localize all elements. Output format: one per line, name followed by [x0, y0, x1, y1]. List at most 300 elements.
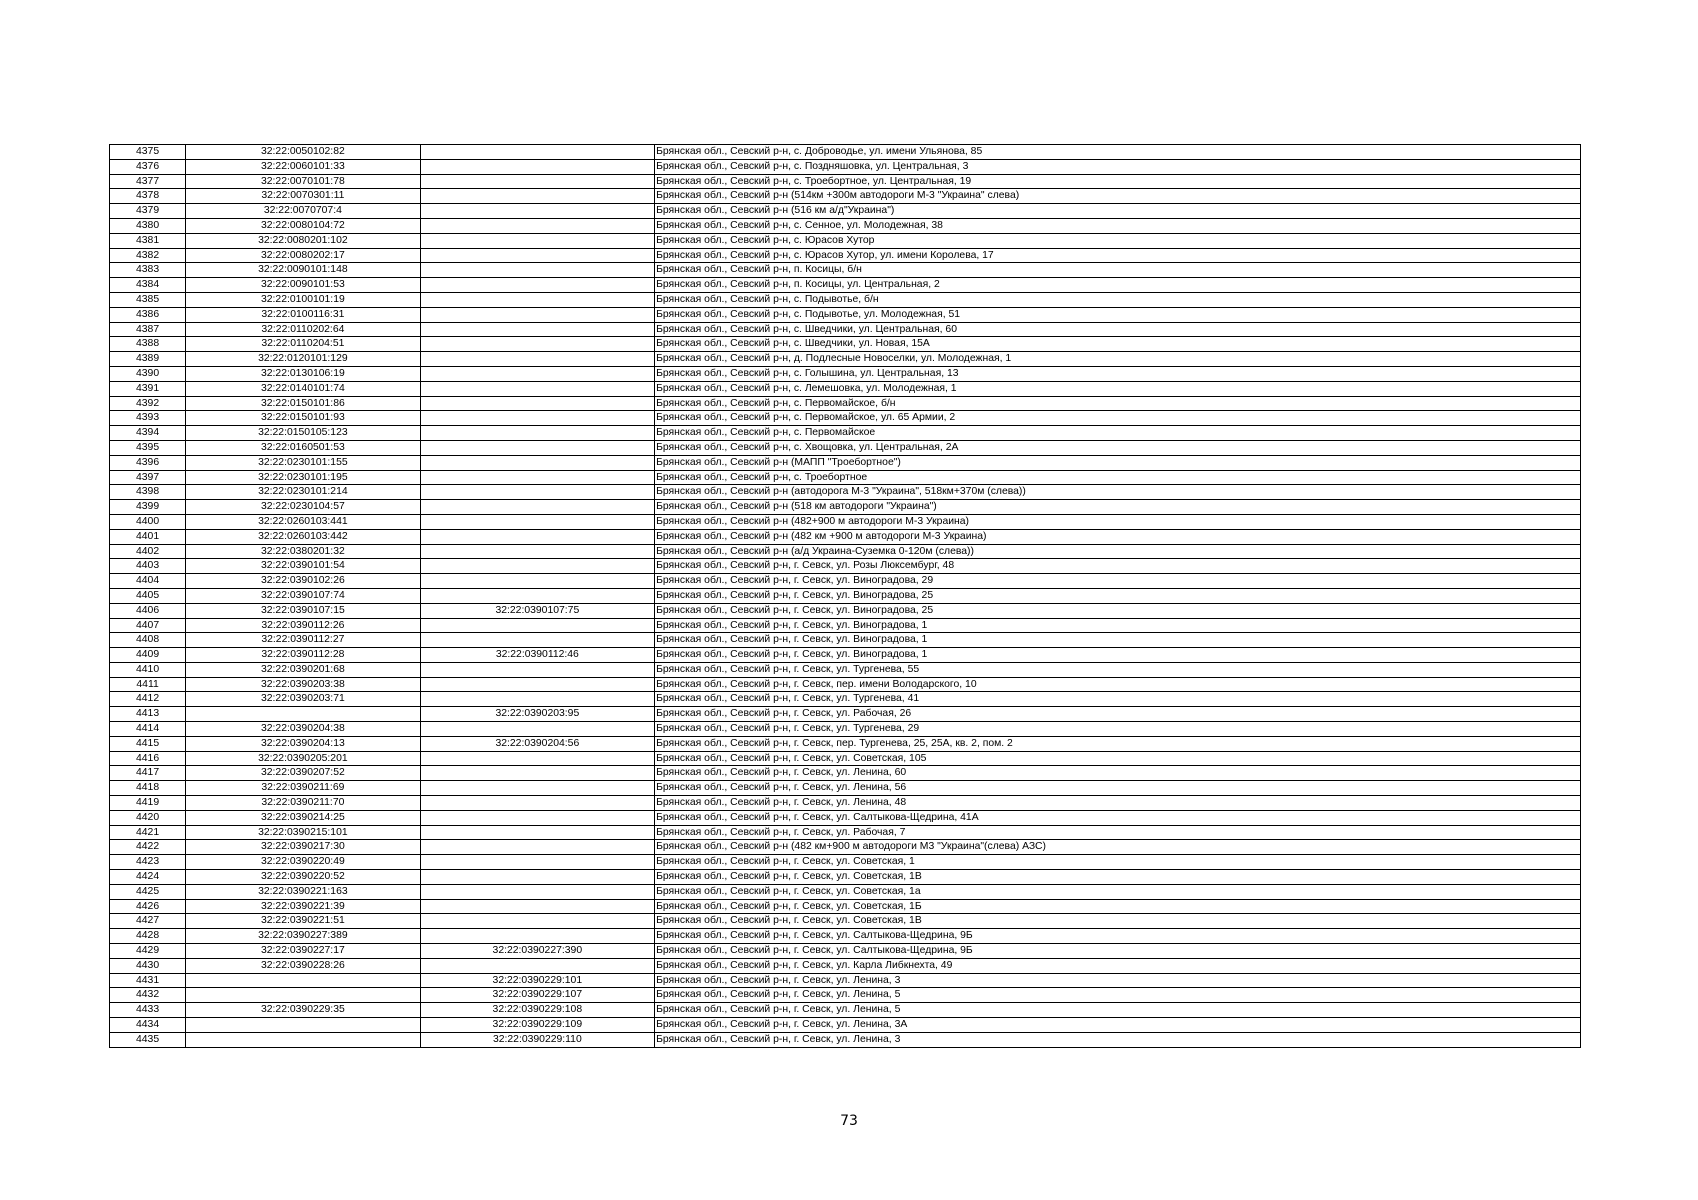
row-number-cell: 4377 — [110, 174, 186, 189]
address-cell: Брянская обл., Севский р-н (514км +300м автодороги М-3 "Украина" слева) — [655, 189, 1581, 204]
table-row — [110, 722, 1581, 737]
related-cadastral-number-cell: 32:22:0390229:110 — [420, 1032, 654, 1047]
address-cell: Брянская обл., Севский р-н (МАПП "Троебортное") — [655, 455, 1581, 470]
cadastral-number-cell: 32:22:0390221:163 — [186, 884, 420, 899]
row-number-cell: 4409 — [110, 648, 186, 663]
cadastral-number-cell — [186, 1032, 420, 1047]
cadastral-number-cell: 32:22:0390203:71 — [186, 692, 420, 707]
cadastral-number-cell: 32:22:0060101:33 — [186, 159, 420, 174]
row-number-cell: 4386 — [110, 307, 186, 322]
cadastral-number-cell: 32:22:0390204:13 — [186, 736, 420, 751]
table-row — [110, 263, 1581, 278]
cadastral-number-cell: 32:22:0230104:57 — [186, 500, 420, 515]
related-cadastral-number-cell — [420, 825, 654, 840]
table-row — [110, 958, 1581, 973]
table-row — [110, 1018, 1581, 1033]
row-number-cell: 4381 — [110, 233, 186, 248]
address-cell: Брянская обл., Севский р-н, г. Севск, ул. Виноградова, 1 — [655, 618, 1581, 633]
related-cadastral-number-cell — [420, 411, 654, 426]
row-number-cell: 4408 — [110, 633, 186, 648]
address-cell: Брянская обл., Севский р-н, г. Севск, пер. Тургенева, 25, 25А, кв. 2, пом. 2 — [655, 736, 1581, 751]
row-number-cell: 4387 — [110, 322, 186, 337]
row-number-cell: 4416 — [110, 751, 186, 766]
related-cadastral-number-cell — [420, 292, 654, 307]
table-row — [110, 648, 1581, 663]
related-cadastral-number-cell — [420, 855, 654, 870]
row-number-cell: 4427 — [110, 914, 186, 929]
address-cell: Брянская обл., Севский р-н, г. Севск, ул. Тургенева, 29 — [655, 722, 1581, 737]
table-row — [110, 914, 1581, 929]
address-cell: Брянская обл., Севский р-н, с. Юрасов Хутор — [655, 233, 1581, 248]
related-cadastral-number-cell: 32:22:0390229:107 — [420, 988, 654, 1003]
table-row — [110, 440, 1581, 455]
related-cadastral-number-cell: 32:22:0390112:46 — [420, 648, 654, 663]
table-body — [110, 145, 1581, 1048]
table-row — [110, 307, 1581, 322]
table-row — [110, 366, 1581, 381]
related-cadastral-number-cell — [420, 884, 654, 899]
cadastral-number-cell — [186, 707, 420, 722]
row-number-cell: 4403 — [110, 559, 186, 574]
related-cadastral-number-cell — [420, 914, 654, 929]
related-cadastral-number-cell: 32:22:0390229:108 — [420, 1003, 654, 1018]
cadastral-number-cell: 32:22:0390211:70 — [186, 796, 420, 811]
cadastral-number-cell: 32:22:0110204:51 — [186, 337, 420, 352]
address-cell: Брянская обл., Севский р-н, г. Севск, ул. Карла Либкнехта, 49 — [655, 958, 1581, 973]
cadastral-number-cell: 32:22:0390101:54 — [186, 559, 420, 574]
related-cadastral-number-cell — [420, 766, 654, 781]
cadastral-number-cell: 32:22:0230101:195 — [186, 470, 420, 485]
row-number-cell: 4424 — [110, 870, 186, 885]
related-cadastral-number-cell — [420, 263, 654, 278]
cadastral-number-cell: 32:22:0390201:68 — [186, 662, 420, 677]
cadastral-number-cell: 32:22:0390217:30 — [186, 840, 420, 855]
address-cell: Брянская обл., Севский р-н, г. Севск, пер. имени Володарского, 10 — [655, 677, 1581, 692]
row-number-cell: 4397 — [110, 470, 186, 485]
related-cadastral-number-cell: 32:22:0390229:101 — [420, 973, 654, 988]
row-number-cell: 4380 — [110, 218, 186, 233]
address-cell: Брянская обл., Севский р-н, г. Севск, ул. Тургенева, 55 — [655, 662, 1581, 677]
row-number-cell: 4415 — [110, 736, 186, 751]
table-row — [110, 411, 1581, 426]
table-row — [110, 559, 1581, 574]
address-cell: Брянская обл., Севский р-н, г. Севск, ул. Салтыкова-Щедрина, 41А — [655, 810, 1581, 825]
address-cell: Брянская обл., Севский р-н, п. Косицы, ул. Центральная, 2 — [655, 278, 1581, 293]
related-cadastral-number-cell — [420, 722, 654, 737]
row-number-cell: 4392 — [110, 396, 186, 411]
table-row — [110, 840, 1581, 855]
table-row — [110, 189, 1581, 204]
related-cadastral-number-cell — [420, 352, 654, 367]
cadastral-number-cell: 32:22:0390205:201 — [186, 751, 420, 766]
table-row — [110, 574, 1581, 589]
row-number-cell: 4413 — [110, 707, 186, 722]
row-number-cell: 4414 — [110, 722, 186, 737]
table-row — [110, 159, 1581, 174]
cadastral-number-cell: 32:22:0050102:82 — [186, 145, 420, 160]
table-row — [110, 292, 1581, 307]
cadastral-number-cell: 32:22:0080202:17 — [186, 248, 420, 263]
table-row — [110, 692, 1581, 707]
related-cadastral-number-cell — [420, 781, 654, 796]
table-row — [110, 248, 1581, 263]
cadastral-number-cell: 32:22:0390227:389 — [186, 929, 420, 944]
table-row — [110, 633, 1581, 648]
table-row — [110, 870, 1581, 885]
cadastral-number-cell — [186, 988, 420, 1003]
table-row — [110, 929, 1581, 944]
table-row — [110, 677, 1581, 692]
table-row — [110, 1032, 1581, 1047]
cadastral-number-cell: 32:22:0130106:19 — [186, 366, 420, 381]
cadastral-number-cell: 32:22:0140101:74 — [186, 381, 420, 396]
table-row — [110, 781, 1581, 796]
related-cadastral-number-cell — [420, 278, 654, 293]
related-cadastral-number-cell — [420, 559, 654, 574]
cadastral-number-cell: 32:22:0390220:52 — [186, 870, 420, 885]
cadastral-number-cell: 32:22:0150101:86 — [186, 396, 420, 411]
address-cell: Брянская обл., Севский р-н, г. Севск, ул. Рабочая, 7 — [655, 825, 1581, 840]
related-cadastral-number-cell — [420, 870, 654, 885]
cadastral-number-cell: 32:22:0390228:26 — [186, 958, 420, 973]
cadastral-number-cell: 32:22:0390102:26 — [186, 574, 420, 589]
cadastral-number-cell: 32:22:0070707:4 — [186, 204, 420, 219]
row-number-cell: 4434 — [110, 1018, 186, 1033]
row-number-cell: 4411 — [110, 677, 186, 692]
row-number-cell: 4428 — [110, 929, 186, 944]
row-number-cell: 4388 — [110, 337, 186, 352]
table-row — [110, 603, 1581, 618]
related-cadastral-number-cell — [420, 189, 654, 204]
row-number-cell: 4391 — [110, 381, 186, 396]
table-row — [110, 884, 1581, 899]
table-row — [110, 278, 1581, 293]
related-cadastral-number-cell — [420, 337, 654, 352]
table-row — [110, 810, 1581, 825]
table-row — [110, 529, 1581, 544]
related-cadastral-number-cell — [420, 677, 654, 692]
table-row — [110, 618, 1581, 633]
related-cadastral-number-cell — [420, 218, 654, 233]
related-cadastral-number-cell — [420, 366, 654, 381]
cadastral-number-cell: 32:22:0390112:27 — [186, 633, 420, 648]
row-number-cell: 4402 — [110, 544, 186, 559]
address-cell: Брянская обл., Севский р-н (518 км автодороги "Украина") — [655, 500, 1581, 515]
address-cell: Брянская обл., Севский р-н, с. Поздняшовка, ул. Центральная, 3 — [655, 159, 1581, 174]
row-number-cell: 4385 — [110, 292, 186, 307]
related-cadastral-number-cell: 32:22:0390229:109 — [420, 1018, 654, 1033]
related-cadastral-number-cell — [420, 662, 654, 677]
table-row — [110, 796, 1581, 811]
cadastral-number-cell — [186, 1018, 420, 1033]
address-cell: Брянская обл., Севский р-н, г. Севск, ул. Советская, 1 — [655, 855, 1581, 870]
table-row — [110, 204, 1581, 219]
cadastral-number-cell: 32:22:0390207:52 — [186, 766, 420, 781]
table-row — [110, 470, 1581, 485]
related-cadastral-number-cell — [420, 440, 654, 455]
address-cell: Брянская обл., Севский р-н, с. Первомайское — [655, 426, 1581, 441]
address-cell: Брянская обл., Севский р-н, г. Севск, ул. Советская, 1Б — [655, 899, 1581, 914]
related-cadastral-number-cell — [420, 204, 654, 219]
cadastral-number-cell: 32:22:0150105:123 — [186, 426, 420, 441]
table-row — [110, 485, 1581, 500]
related-cadastral-number-cell — [420, 588, 654, 603]
address-cell: Брянская обл., Севский р-н, г. Севск, ул. Советская, 105 — [655, 751, 1581, 766]
address-cell: Брянская обл., Севский р-н, с. Троебортное — [655, 470, 1581, 485]
cadastral-number-cell: 32:22:0390221:51 — [186, 914, 420, 929]
cadastral-number-cell: 32:22:0100116:31 — [186, 307, 420, 322]
address-cell: Брянская обл., Севский р-н, г. Севск, ул. Ленина, 3 — [655, 1032, 1581, 1047]
cadastral-number-cell: 32:22:0080201:102 — [186, 233, 420, 248]
related-cadastral-number-cell — [420, 174, 654, 189]
address-cell: Брянская обл., Севский р-н, г. Севск, ул. Тургенева, 41 — [655, 692, 1581, 707]
row-number-cell: 4382 — [110, 248, 186, 263]
table-row — [110, 381, 1581, 396]
cadastral-number-cell: 32:22:0390211:69 — [186, 781, 420, 796]
address-cell: Брянская обл., Севский р-н, г. Севск, ул. Ленина, 5 — [655, 1003, 1581, 1018]
cadastral-number-cell: 32:22:0260103:441 — [186, 514, 420, 529]
address-cell: Брянская обл., Севский р-н, г. Севск, ул. Салтыкова-Щедрина, 9Б — [655, 944, 1581, 959]
address-cell: Брянская обл., Севский р-н (а/д Украина-Суземка 0-120м (слева)) — [655, 544, 1581, 559]
address-cell: Брянская обл., Севский р-н, с. Доброводье, ул. имени Ульянова, 85 — [655, 145, 1581, 160]
cadastral-number-cell: 32:22:0230101:214 — [186, 485, 420, 500]
address-cell: Брянская обл., Севский р-н, с. Сенное, ул. Молодежная, 38 — [655, 218, 1581, 233]
cadastral-number-cell: 32:22:0260103:442 — [186, 529, 420, 544]
address-cell: Брянская обл., Севский р-н, г. Севск, ул. Салтыкова-Щедрина, 9Б — [655, 929, 1581, 944]
related-cadastral-number-cell — [420, 485, 654, 500]
related-cadastral-number-cell — [420, 810, 654, 825]
cadastral-number-cell: 32:22:0110202:64 — [186, 322, 420, 337]
cadastral-number-cell: 32:22:0150101:93 — [186, 411, 420, 426]
address-cell: Брянская обл., Севский р-н, д. Подлесные Новоселки, ул. Молодежная, 1 — [655, 352, 1581, 367]
row-number-cell: 4423 — [110, 855, 186, 870]
address-cell: Брянская обл., Севский р-н, г. Севск, ул. Розы Люксембург, 48 — [655, 559, 1581, 574]
row-number-cell: 4422 — [110, 840, 186, 855]
table-row — [110, 751, 1581, 766]
table-row — [110, 396, 1581, 411]
row-number-cell: 4435 — [110, 1032, 186, 1047]
address-cell: Брянская обл., Севский р-н (516 км а/д"Украина") — [655, 204, 1581, 219]
table-row — [110, 145, 1581, 160]
related-cadastral-number-cell — [420, 500, 654, 515]
table-row — [110, 944, 1581, 959]
row-number-cell: 4406 — [110, 603, 186, 618]
address-cell: Брянская обл., Севский р-н (482 км +900 м автодороги М-3 Украина) — [655, 529, 1581, 544]
cadastral-number-cell: 32:22:0070101:78 — [186, 174, 420, 189]
table-row — [110, 455, 1581, 470]
related-cadastral-number-cell — [420, 159, 654, 174]
related-cadastral-number-cell — [420, 692, 654, 707]
related-cadastral-number-cell — [420, 307, 654, 322]
table-row — [110, 662, 1581, 677]
address-cell: Брянская обл., Севский р-н, г. Севск, ул. Советская, 1а — [655, 884, 1581, 899]
cadastral-number-cell: 32:22:0390214:25 — [186, 810, 420, 825]
table-row — [110, 1003, 1581, 1018]
cadastral-number-cell: 32:22:0390203:38 — [186, 677, 420, 692]
related-cadastral-number-cell: 32:22:0390227:390 — [420, 944, 654, 959]
cadastral-number-cell: 32:22:0080104:72 — [186, 218, 420, 233]
cadastral-number-cell: 32:22:0090101:53 — [186, 278, 420, 293]
cadastral-number-cell: 32:22:0390215:101 — [186, 825, 420, 840]
row-number-cell: 4393 — [110, 411, 186, 426]
table-row — [110, 973, 1581, 988]
row-number-cell: 4419 — [110, 796, 186, 811]
cadastral-number-cell: 32:22:0230101:155 — [186, 455, 420, 470]
related-cadastral-number-cell — [420, 544, 654, 559]
cadastral-number-cell: 32:22:0090101:148 — [186, 263, 420, 278]
address-cell: Брянская обл., Севский р-н, с. Первомайское, б/н — [655, 396, 1581, 411]
related-cadastral-number-cell — [420, 233, 654, 248]
row-number-cell: 4398 — [110, 485, 186, 500]
table-row — [110, 707, 1581, 722]
address-cell: Брянская обл., Севский р-н, г. Севск, ул. Виноградова, 1 — [655, 633, 1581, 648]
table-row — [110, 766, 1581, 781]
address-cell: Брянская обл., Севский р-н (автодорога М-3 "Украина", 518км+370м (слева)) — [655, 485, 1581, 500]
table-row — [110, 500, 1581, 515]
table-row — [110, 514, 1581, 529]
related-cadastral-number-cell — [420, 899, 654, 914]
address-cell: Брянская обл., Севский р-н, с. Подывотье, ул. Молодежная, 51 — [655, 307, 1581, 322]
row-number-cell: 4407 — [110, 618, 186, 633]
row-number-cell: 4400 — [110, 514, 186, 529]
table-row — [110, 855, 1581, 870]
related-cadastral-number-cell — [420, 514, 654, 529]
related-cadastral-number-cell — [420, 322, 654, 337]
address-cell: Брянская обл., Севский р-н, с. Шведчики, ул. Новая, 15А — [655, 337, 1581, 352]
row-number-cell: 4417 — [110, 766, 186, 781]
row-number-cell: 4401 — [110, 529, 186, 544]
address-cell: Брянская обл., Севский р-н, г. Севск, ул. Ленина, 5 — [655, 988, 1581, 1003]
row-number-cell: 4379 — [110, 204, 186, 219]
address-cell: Брянская обл., Севский р-н (482+900 м автодороги М-3 Украина) — [655, 514, 1581, 529]
page-number: 73 — [840, 1113, 858, 1129]
address-cell: Брянская обл., Севский р-н, г. Севск, ул. Виноградова, 29 — [655, 574, 1581, 589]
cadastral-table — [109, 144, 1581, 1048]
table-row — [110, 174, 1581, 189]
address-cell: Брянская обл., Севский р-н, г. Севск, ул. Ленина, 3 — [655, 973, 1581, 988]
table-row — [110, 233, 1581, 248]
related-cadastral-number-cell — [420, 618, 654, 633]
table-row — [110, 988, 1581, 1003]
row-number-cell: 4433 — [110, 1003, 186, 1018]
cadastral-number-cell: 32:22:0070301:11 — [186, 189, 420, 204]
address-cell: Брянская обл., Севский р-н, г. Севск, ул. Рабочая, 26 — [655, 707, 1581, 722]
row-number-cell: 4430 — [110, 958, 186, 973]
related-cadastral-number-cell — [420, 145, 654, 160]
address-cell: Брянская обл., Севский р-н, г. Севск, ул. Советская, 1В — [655, 870, 1581, 885]
table-row — [110, 736, 1581, 751]
address-cell: Брянская обл., Севский р-н, г. Севск, ул. Ленина, 56 — [655, 781, 1581, 796]
address-cell: Брянская обл., Севский р-н, с. Юрасов Хутор, ул. имени Королева, 17 — [655, 248, 1581, 263]
related-cadastral-number-cell — [420, 529, 654, 544]
related-cadastral-number-cell — [420, 455, 654, 470]
table-row — [110, 352, 1581, 367]
address-cell: Брянская обл., Севский р-н, г. Севск, ул. Ленина, 3А — [655, 1018, 1581, 1033]
address-cell: Брянская обл., Севский р-н, г. Севск, ул. Советская, 1В — [655, 914, 1581, 929]
table-row — [110, 588, 1581, 603]
address-cell: Брянская обл., Севский р-н (482 км+900 м автодороги М3 "Украина"(слева) АЗС) — [655, 840, 1581, 855]
related-cadastral-number-cell — [420, 929, 654, 944]
cadastral-number-cell: 32:22:0390107:15 — [186, 603, 420, 618]
address-cell: Брянская обл., Севский р-н, с. Подывотье, б/н — [655, 292, 1581, 307]
cadastral-number-cell: 32:22:0120101:129 — [186, 352, 420, 367]
address-cell: Брянская обл., Севский р-н, г. Севск, ул. Виноградова, 25 — [655, 588, 1581, 603]
row-number-cell: 4394 — [110, 426, 186, 441]
cadastral-number-cell — [186, 973, 420, 988]
row-number-cell: 4395 — [110, 440, 186, 455]
related-cadastral-number-cell: 32:22:0390204:56 — [420, 736, 654, 751]
cadastral-number-cell: 32:22:0390107:74 — [186, 588, 420, 603]
row-number-cell: 4375 — [110, 145, 186, 160]
related-cadastral-number-cell — [420, 574, 654, 589]
address-cell: Брянская обл., Севский р-н, п. Косицы, б/н — [655, 263, 1581, 278]
cadastral-number-cell: 32:22:0390229:35 — [186, 1003, 420, 1018]
row-number-cell: 4429 — [110, 944, 186, 959]
address-cell: Брянская обл., Севский р-н, г. Севск, ул. Виноградова, 1 — [655, 648, 1581, 663]
cadastral-number-cell: 32:22:0380201:32 — [186, 544, 420, 559]
cadastral-number-cell: 32:22:0390112:26 — [186, 618, 420, 633]
table-row — [110, 899, 1581, 914]
related-cadastral-number-cell — [420, 751, 654, 766]
related-cadastral-number-cell — [420, 958, 654, 973]
related-cadastral-number-cell: 32:22:0390107:75 — [420, 603, 654, 618]
address-cell: Брянская обл., Севский р-н, с. Лемешовка, ул. Молодежная, 1 — [655, 381, 1581, 396]
row-number-cell: 4426 — [110, 899, 186, 914]
cadastral-number-cell: 32:22:0390220:49 — [186, 855, 420, 870]
row-number-cell: 4405 — [110, 588, 186, 603]
related-cadastral-number-cell — [420, 470, 654, 485]
related-cadastral-number-cell — [420, 426, 654, 441]
address-cell: Брянская обл., Севский р-н, с. Первомайское, ул. 65 Армии, 2 — [655, 411, 1581, 426]
related-cadastral-number-cell: 32:22:0390203:95 — [420, 707, 654, 722]
table-row — [110, 426, 1581, 441]
related-cadastral-number-cell — [420, 633, 654, 648]
related-cadastral-number-cell — [420, 796, 654, 811]
table-row — [110, 218, 1581, 233]
address-cell: Брянская обл., Севский р-н, с. Голышина, ул. Центральная, 13 — [655, 366, 1581, 381]
cadastral-number-cell: 32:22:0100101:19 — [186, 292, 420, 307]
cadastral-number-cell: 32:22:0160501:53 — [186, 440, 420, 455]
row-number-cell: 4425 — [110, 884, 186, 899]
row-number-cell: 4421 — [110, 825, 186, 840]
table-row — [110, 544, 1581, 559]
row-number-cell: 4376 — [110, 159, 186, 174]
row-number-cell: 4396 — [110, 455, 186, 470]
row-number-cell: 4378 — [110, 189, 186, 204]
row-number-cell: 4384 — [110, 278, 186, 293]
related-cadastral-number-cell — [420, 396, 654, 411]
row-number-cell: 4418 — [110, 781, 186, 796]
related-cadastral-number-cell — [420, 248, 654, 263]
related-cadastral-number-cell — [420, 381, 654, 396]
address-cell: Брянская обл., Севский р-н, г. Севск, ул. Виноградова, 25 — [655, 603, 1581, 618]
address-cell: Брянская обл., Севский р-н, г. Севск, ул. Ленина, 48 — [655, 796, 1581, 811]
cadastral-number-cell: 32:22:0390221:39 — [186, 899, 420, 914]
row-number-cell: 4410 — [110, 662, 186, 677]
cadastral-number-cell: 32:22:0390112:28 — [186, 648, 420, 663]
address-cell: Брянская обл., Севский р-н, г. Севск, ул. Ленина, 60 — [655, 766, 1581, 781]
row-number-cell: 4432 — [110, 988, 186, 1003]
cadastral-number-cell: 32:22:0390204:38 — [186, 722, 420, 737]
cadastral-number-cell: 32:22:0390227:17 — [186, 944, 420, 959]
related-cadastral-number-cell — [420, 840, 654, 855]
row-number-cell: 4431 — [110, 973, 186, 988]
row-number-cell: 4420 — [110, 810, 186, 825]
address-cell: Брянская обл., Севский р-н, с. Хвощовка, ул. Центральная, 2А — [655, 440, 1581, 455]
row-number-cell: 4390 — [110, 366, 186, 381]
row-number-cell: 4404 — [110, 574, 186, 589]
row-number-cell: 4399 — [110, 500, 186, 515]
